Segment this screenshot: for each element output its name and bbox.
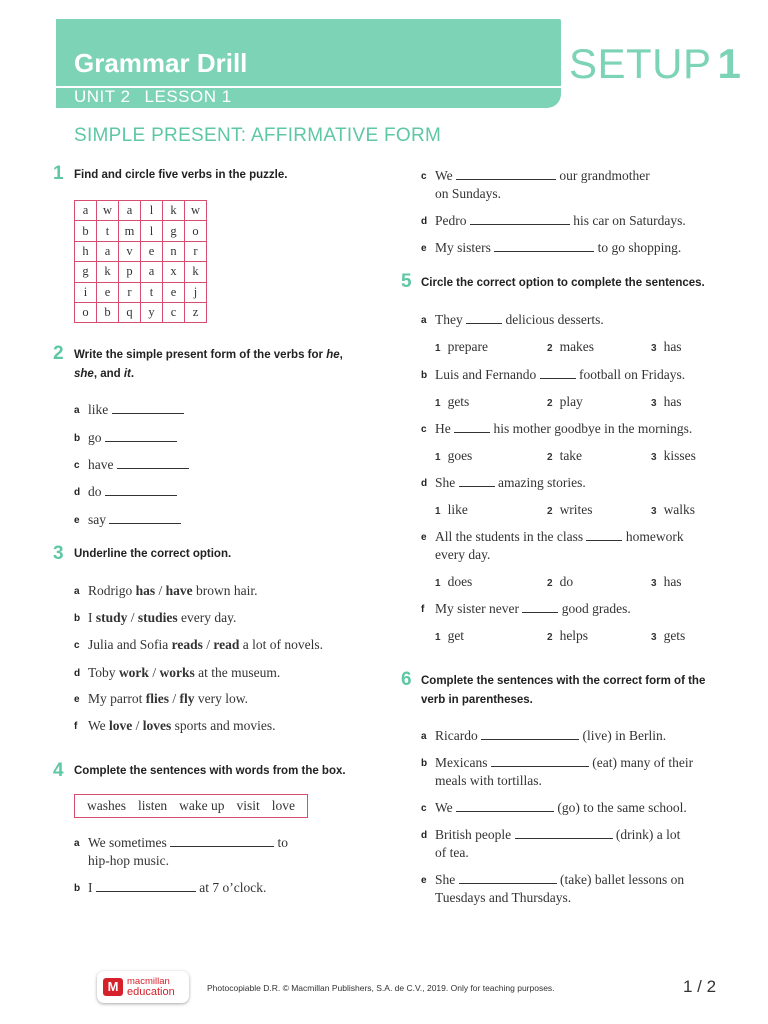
exercise-6-instruction: Complete the sentences with the correct form of the verb in parentheses. [421, 675, 706, 706]
sentence-end: football on Fridays. [575, 367, 686, 382]
answer-option[interactable] [435, 574, 472, 590]
item-label: c [421, 424, 427, 435]
answer-blank[interactable] [170, 834, 274, 847]
grid-cell[interactable]: b [75, 221, 97, 241]
grid-row [75, 241, 207, 261]
setup-word: SETUP [569, 40, 712, 87]
exercise-2-number: 2 [53, 343, 64, 364]
answer-option[interactable] [547, 394, 583, 410]
answer-option[interactable] [435, 628, 464, 644]
option-text: walks [663, 502, 696, 517]
item-label: c [74, 640, 80, 651]
option-number: 1 [435, 452, 441, 463]
answer-option[interactable] [651, 448, 696, 464]
option-text: has [663, 574, 682, 589]
verb: go [88, 430, 102, 445]
option-separator: / [202, 637, 214, 652]
grid-cell[interactable]: t [141, 282, 163, 302]
answer-option[interactable] [435, 394, 469, 410]
option-number: 2 [547, 343, 553, 354]
answer-blank[interactable] [459, 474, 495, 487]
ex4-item-e: My sisters to go shopping. [435, 240, 682, 255]
verb: do [88, 484, 102, 499]
answer-blank[interactable] [470, 212, 570, 225]
option-2[interactable]: read [213, 637, 240, 652]
ex6-item [435, 754, 693, 772]
sentence-end: a lot of novels. [239, 637, 324, 652]
option-number: 1 [435, 343, 441, 354]
lesson-label: LESSON 1 [144, 87, 232, 106]
item-label: e [74, 694, 80, 705]
sentence-end: (take) ballet lessons on [556, 872, 685, 887]
answer-blank[interactable] [105, 483, 177, 496]
option-separator: / [155, 583, 166, 598]
item-label: b [421, 370, 428, 381]
grid-row [75, 221, 207, 241]
item-label: c [421, 171, 427, 182]
ex3-item [88, 664, 280, 682]
option-number: 3 [651, 398, 657, 409]
answer-option[interactable] [435, 448, 472, 464]
option-number: 3 [651, 632, 657, 643]
item-label: a [421, 315, 427, 326]
logo-text-education: education [127, 986, 175, 998]
item-label: f [421, 604, 425, 615]
ex5-item [435, 420, 692, 438]
answer-blank[interactable] [117, 456, 189, 469]
logo-text-macmillan: macmillan [127, 976, 170, 987]
option-2[interactable]: fly [179, 691, 195, 706]
item-label: d [74, 668, 81, 679]
ex5-item [435, 366, 685, 384]
sentence-end: delicious desserts. [502, 312, 604, 327]
grid-cell[interactable]: c [163, 302, 185, 322]
setup-number: 1 [717, 40, 742, 87]
item-label: e [421, 532, 427, 543]
item-label: a [74, 405, 80, 416]
ex3-item [88, 636, 323, 654]
exercise-5-instruction: Circle the correct option to complete the sentences. [421, 277, 705, 289]
grid-cell[interactable]: z [185, 302, 207, 322]
ex5-item [435, 528, 684, 546]
word-box-item: love [271, 798, 295, 813]
option-2[interactable]: loves [142, 718, 172, 733]
grid-cell[interactable]: l [141, 201, 163, 221]
item-label: f [74, 721, 78, 732]
grid-cell[interactable]: e [97, 282, 119, 302]
option-1[interactable]: study [95, 610, 128, 625]
item-label: c [74, 460, 80, 471]
ex3-item [88, 582, 258, 600]
option-number: 3 [651, 578, 657, 589]
option-text: prepare [447, 339, 489, 354]
answer-blank[interactable] [105, 429, 177, 442]
answer-blank[interactable] [454, 420, 490, 433]
exercise-6-number: 6 [401, 669, 412, 690]
macmillan-education-logo [97, 971, 189, 1003]
topic-heading: SIMPLE PRESENT: AFFIRMATIVE FORM [74, 125, 442, 146]
item-label: e [74, 515, 80, 526]
sentence-start: Toby [88, 665, 119, 680]
option-number: 2 [547, 578, 553, 589]
answer-blank[interactable] [586, 528, 622, 541]
ex2-item [88, 429, 177, 447]
answer-blank[interactable] [456, 167, 556, 180]
option-number: 3 [651, 506, 657, 517]
option-1[interactable]: love [109, 718, 133, 733]
item-label: d [421, 830, 428, 841]
sentence-start: Rodrigo [88, 583, 136, 598]
option-text: like [447, 502, 468, 517]
option-text: makes [559, 339, 595, 354]
ex2-item [88, 483, 177, 501]
grid-row [75, 282, 207, 302]
answer-blank[interactable] [515, 826, 613, 839]
ex6-item [435, 871, 684, 889]
answer-blank[interactable] [109, 511, 181, 524]
ex6-item-line2: of tea. [435, 845, 469, 860]
answer-blank[interactable] [456, 799, 554, 812]
sentence-end: sports and movies. [171, 718, 276, 733]
word-box [74, 794, 308, 818]
item-label: e [421, 875, 427, 886]
word-box-item: listen [137, 798, 168, 813]
sentence-end: his mother goodbye in the mornings. [490, 421, 693, 436]
grid-cell[interactable]: a [141, 262, 163, 282]
word-box-item: wake up [179, 798, 225, 813]
ex4-item-a-line2: hip-hop music. [88, 853, 169, 868]
sentence-end: (drink) a lot [612, 827, 681, 842]
option-2[interactable]: have [165, 583, 193, 598]
sentence-start: They [435, 312, 467, 327]
option-text: has [663, 339, 682, 354]
item-label: a [421, 731, 427, 742]
ex4-item-b: I at 7 o’clock. [88, 880, 267, 895]
verb: like [88, 402, 109, 417]
answer-blank[interactable] [459, 871, 557, 884]
answer-option[interactable] [651, 339, 682, 355]
sentence-start: We [435, 800, 457, 815]
sentence-start: She [435, 475, 459, 490]
option-number: 3 [651, 343, 657, 354]
grid-cell[interactable]: e [163, 282, 185, 302]
grid-cell[interactable]: w [185, 201, 207, 221]
grid-cell[interactable]: t [97, 221, 119, 241]
ex2-item [88, 401, 184, 419]
ex4-item-c-line2: on Sundays. [435, 186, 502, 201]
exercise-3-instruction: Underline the correct option. [74, 548, 232, 560]
option-number: 2 [547, 452, 553, 463]
option-text: kisses [663, 448, 696, 463]
setup-logo [569, 40, 741, 88]
option-number: 1 [435, 398, 441, 409]
answer-option[interactable] [547, 502, 593, 518]
option-1[interactable]: work [118, 665, 149, 680]
grid-cell[interactable]: q [119, 302, 141, 322]
verb: have [88, 457, 114, 472]
answer-blank[interactable] [112, 401, 184, 414]
sentence-start: All the students in the class [435, 529, 587, 544]
copyright-notice: Photocopiable D.R. © Macmillan Publishers, S.A. de C.V., 2019. Only for teaching purposes. [207, 983, 555, 993]
item-label: d [421, 478, 428, 489]
item-label: a [74, 838, 80, 849]
ex6-item [435, 826, 680, 844]
option-2[interactable]: studies [137, 610, 178, 625]
sentence-end: (eat) many of their [588, 755, 694, 770]
option-separator: / [127, 610, 138, 625]
option-text: do [559, 574, 574, 589]
grid-cell[interactable]: m [119, 221, 141, 241]
grid-cell[interactable]: r [185, 241, 207, 261]
verb: say [88, 512, 106, 527]
grid-cell[interactable]: g [163, 221, 185, 241]
ex4-item-a: We sometimes to [88, 835, 289, 850]
ex5-item-line2: every day. [435, 547, 491, 562]
grid-cell[interactable]: o [75, 302, 97, 322]
grid-cell[interactable]: g [75, 262, 97, 282]
ex3-item [88, 690, 248, 708]
grid-cell[interactable]: n [163, 241, 185, 261]
answer-blank[interactable] [491, 754, 589, 767]
exercise-4-number: 4 [53, 760, 64, 781]
option-text: gets [663, 628, 686, 643]
exercise-1-number: 1 [53, 163, 64, 184]
sentence-end: (live) in Berlin. [579, 728, 667, 743]
ex3-item [88, 717, 276, 735]
answer-blank[interactable] [96, 879, 196, 892]
sentence-end: homework [622, 529, 684, 544]
item-label: b [74, 613, 81, 624]
option-1[interactable]: has [135, 583, 156, 598]
grid-row [75, 262, 207, 282]
grid-cell[interactable]: k [185, 262, 207, 282]
ex4-item-c: We our grandmother [435, 168, 650, 183]
sentence-end: amazing stories. [494, 475, 586, 490]
grid-cell[interactable]: k [97, 262, 119, 282]
option-text: get [447, 628, 465, 643]
answer-option[interactable] [547, 574, 573, 590]
grid-row [75, 302, 207, 322]
answer-blank[interactable] [494, 239, 594, 252]
answer-blank[interactable] [481, 727, 579, 740]
sentence-end: at the museum. [194, 665, 281, 680]
ex2-item [88, 511, 181, 529]
grid-cell[interactable]: i [75, 282, 97, 302]
sentence-start: Mexicans [435, 755, 491, 770]
ex6-item [435, 727, 666, 745]
item-label: d [421, 216, 428, 227]
grid-cell[interactable]: v [119, 241, 141, 261]
sentence-end: every day. [177, 610, 237, 625]
grid-cell[interactable]: x [163, 262, 185, 282]
sentence-end: very low. [194, 691, 249, 706]
grid-cell[interactable]: a [119, 201, 141, 221]
option-separator: / [148, 665, 160, 680]
page-number: 1 / 2 [683, 977, 717, 996]
worksheet-title: Grammar Drill [74, 48, 248, 78]
grid-cell[interactable]: k [163, 201, 185, 221]
exercise-1-instruction: Find and circle five verbs in the puzzle. [74, 169, 288, 181]
grid-cell[interactable]: l [141, 221, 163, 241]
option-1[interactable]: reads [171, 637, 203, 652]
answer-option[interactable] [651, 394, 682, 410]
grid-cell[interactable]: w [97, 201, 119, 221]
option-1[interactable]: flies [145, 691, 169, 706]
sentence-start: He [435, 421, 455, 436]
ex3-item [88, 609, 236, 627]
option-2[interactable]: works [159, 665, 195, 680]
grid-cell[interactable]: j [185, 282, 207, 302]
answer-option[interactable] [547, 628, 588, 644]
answer-option[interactable] [435, 339, 488, 355]
ex6-item-line2: Tuesdays and Thursdays. [435, 890, 572, 905]
option-separator: / [169, 691, 180, 706]
option-text: play [559, 394, 583, 409]
grid-cell[interactable]: a [75, 201, 97, 221]
sentence-start: Julia and Sofia [88, 637, 172, 652]
ex5-item [435, 311, 604, 329]
answer-blank[interactable] [522, 600, 558, 613]
item-label: d [74, 487, 81, 498]
exercise-5-number: 5 [401, 271, 412, 292]
option-text: has [663, 394, 682, 409]
sentence-start: British people [435, 827, 515, 842]
sentence-start: My parrot [88, 691, 146, 706]
sentence-end: (go) to the same school. [554, 800, 687, 815]
option-number: 2 [547, 506, 553, 517]
unit-lesson [74, 87, 232, 107]
option-separator: / [132, 718, 143, 733]
option-text: gets [447, 394, 470, 409]
word-puzzle-grid[interactable] [74, 200, 207, 323]
ex6-item-line2: meals with tortillas. [435, 773, 542, 788]
answer-blank[interactable] [466, 311, 502, 324]
exercise-2-instruction: Write the simple present form of the verbs for he, she, and it. [74, 349, 343, 380]
option-number: 1 [435, 632, 441, 643]
grid-cell[interactable]: b [97, 302, 119, 322]
grid-cell[interactable]: h [75, 241, 97, 261]
item-label: b [74, 433, 81, 444]
sentence-start: Ricardo [435, 728, 482, 743]
word-box-item: visit [236, 798, 260, 813]
item-label: b [74, 883, 81, 894]
sentence-start: My sister never [435, 601, 523, 616]
grid-cell[interactable]: p [119, 262, 141, 282]
option-number: 1 [435, 506, 441, 517]
word-box-item: washes [86, 798, 126, 813]
option-text: does [447, 574, 473, 589]
option-number: 3 [651, 452, 657, 463]
answer-option[interactable] [435, 502, 468, 518]
option-number: 1 [435, 578, 441, 589]
item-label: b [421, 758, 428, 769]
answer-blank[interactable] [540, 366, 576, 379]
grid-cell[interactable]: r [119, 282, 141, 302]
sentence-start: We [88, 718, 110, 733]
sentence-end: good grades. [558, 601, 631, 616]
ex4-item-d: Pedro his car on Saturdays. [435, 213, 686, 228]
option-number: 2 [547, 632, 553, 643]
answer-option[interactable] [547, 448, 582, 464]
ex5-item [435, 474, 586, 492]
ex2-item [88, 456, 189, 474]
answer-option[interactable] [651, 502, 695, 518]
answer-option[interactable] [651, 628, 685, 644]
ex6-item [435, 799, 687, 817]
sentence-start: She [435, 872, 459, 887]
option-text: helps [559, 628, 589, 643]
unit-label: UNIT 2 [74, 87, 131, 106]
grid-row [75, 201, 207, 221]
option-number: 2 [547, 398, 553, 409]
exercise-4-instruction: Complete the sentences with words from the box. [74, 765, 346, 777]
grid-cell[interactable]: e [141, 241, 163, 261]
sentence-start: Luis and Fernando [435, 367, 540, 382]
sentence-end: brown hair. [192, 583, 258, 598]
item-label: c [421, 803, 427, 814]
grid-cell[interactable]: o [185, 221, 207, 241]
macmillan-m-icon: M [103, 978, 123, 996]
ex5-item [435, 600, 631, 618]
item-label: a [74, 586, 80, 597]
option-text: writes [559, 502, 593, 517]
item-label: e [421, 243, 427, 254]
exercise-3-number: 3 [53, 543, 64, 564]
answer-option[interactable] [547, 339, 594, 355]
option-text: take [559, 448, 583, 463]
grid-cell[interactable]: y [141, 302, 163, 322]
sentence-start: I [88, 610, 96, 625]
answer-option[interactable] [651, 574, 682, 590]
option-text: goes [447, 448, 473, 463]
grid-cell[interactable]: a [97, 241, 119, 261]
